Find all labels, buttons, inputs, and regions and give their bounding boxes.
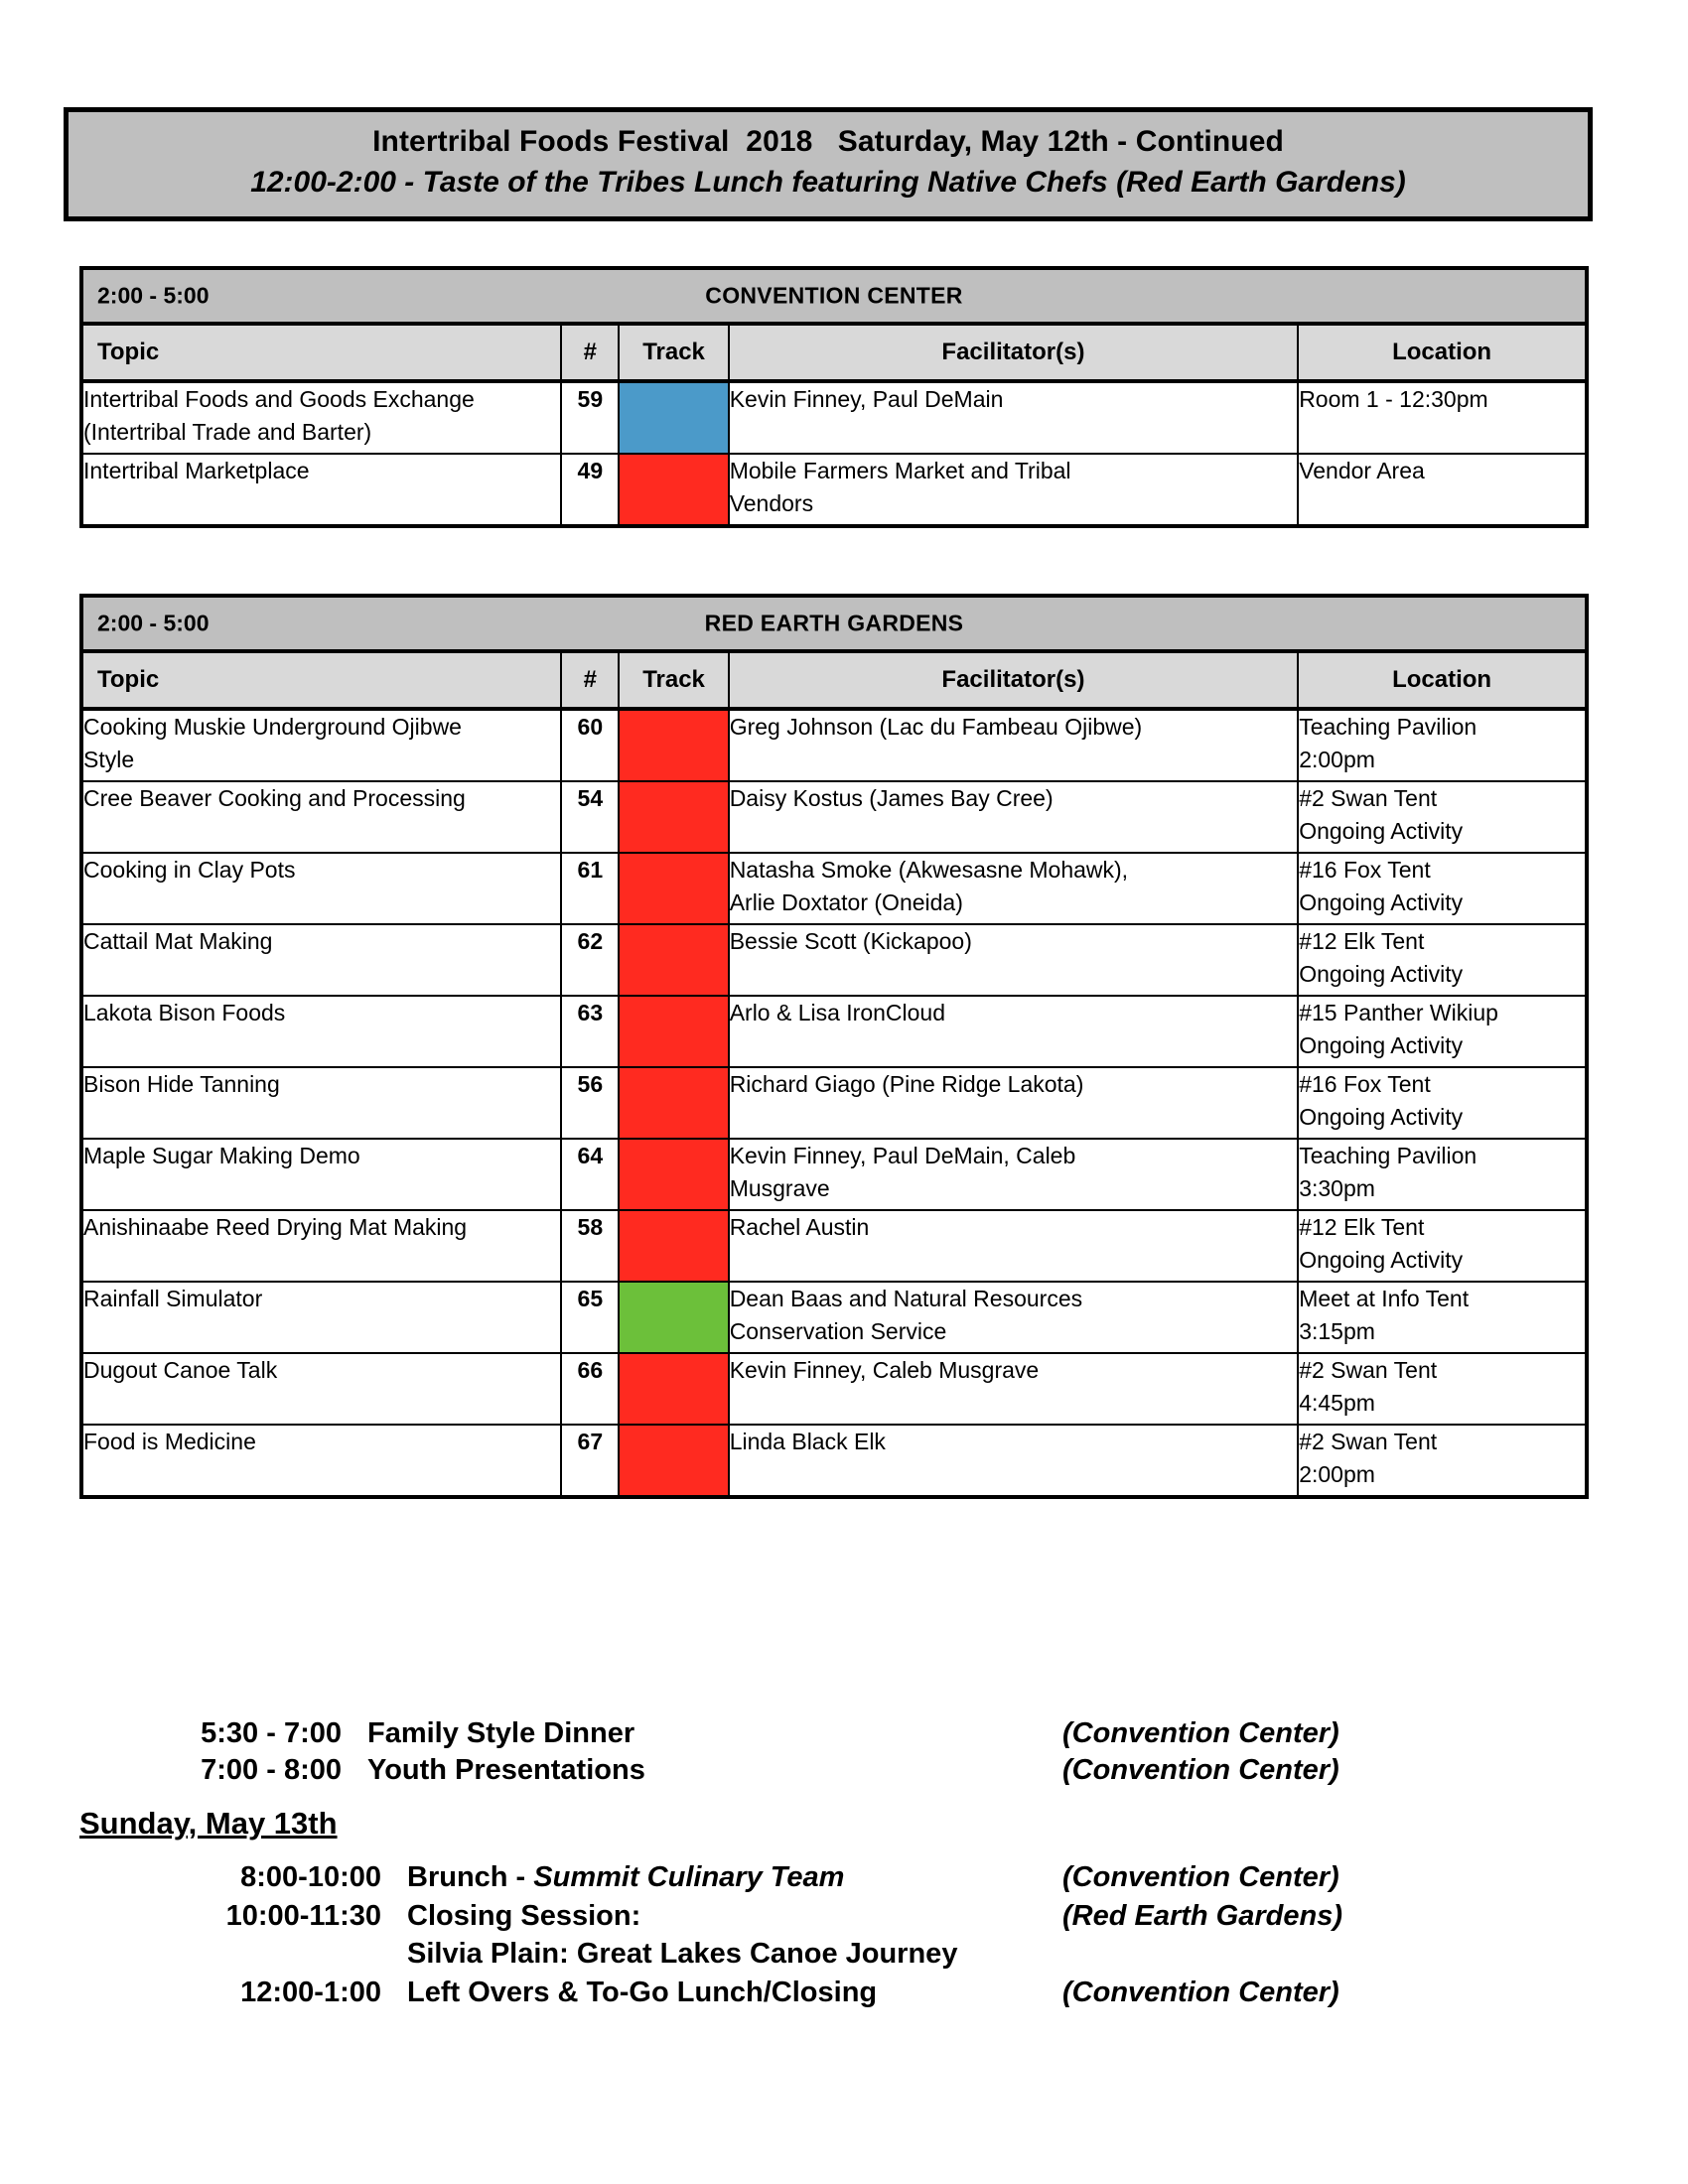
row-loc-line2: Ongoing Activity [1299, 1103, 1464, 1130]
table-row [81, 853, 1587, 924]
row-topic [81, 853, 561, 924]
row-track-cell [619, 709, 728, 781]
footer-time: 7:00 - 8:00 [201, 1753, 342, 1786]
row-fac-line1: Richard Giago (Pine Ridge Lakota) [729, 1071, 1084, 1097]
footer-title-plain: Closing Session: [407, 1899, 641, 1932]
row-fac-line1: Kevin Finney, Paul DeMain [729, 386, 1004, 412]
row-loc-line1: #16 Fox Tent [1299, 1071, 1431, 1097]
row-fac-line1: Kevin Finney, Paul DeMain, Caleb [729, 1143, 1076, 1168]
row-facilitators [729, 1282, 1299, 1353]
column-header-number: # [561, 324, 619, 381]
row-location [1298, 781, 1587, 853]
footer-time: 8:00-10:00 [240, 1861, 381, 1894]
row-topic-line1: Rainfall Simulator [83, 1286, 263, 1311]
row-fac-line2: Vendors [729, 489, 814, 516]
footer-title [407, 1936, 1062, 1973]
row-track-cell [619, 454, 728, 526]
lunch-subtitle: 12:00-2:00 - Taste of the Tribes Lunch featuring Native Chefs (Red Earth Gardens) [250, 165, 1406, 199]
footer-time: 10:00-11:30 [225, 1899, 381, 1932]
row-number: 64 [561, 1139, 619, 1210]
row-track-cell [619, 1425, 728, 1497]
row-number: 56 [561, 1067, 619, 1139]
row-location [1298, 924, 1587, 996]
row-track-cell [619, 853, 728, 924]
red-track-swatch [620, 1211, 727, 1281]
row-fac-line1: Bessie Scott (Kickapoo) [729, 928, 972, 954]
row-topic [81, 1067, 561, 1139]
row-loc-line1: Vendor Area [1299, 458, 1425, 483]
day-heading-sunday: Sunday, May 13th [79, 1806, 338, 1842]
footer-item-sunday-closing-session [79, 1898, 1609, 1935]
row-topic [81, 996, 561, 1067]
row-facilitators [729, 781, 1299, 853]
footer-title [407, 1898, 1062, 1935]
table-row [81, 454, 1587, 526]
column-header-facilitators: Facilitator(s) [729, 324, 1299, 381]
row-loc-line1: #12 Elk Tent [1299, 1214, 1425, 1240]
row-facilitators [729, 996, 1299, 1067]
row-loc-line1: Teaching Pavilion [1299, 1143, 1477, 1168]
row-location [1298, 1282, 1587, 1353]
red-track-swatch [620, 711, 727, 780]
row-loc-line2: 3:30pm [1299, 1174, 1375, 1201]
row-loc-line2: 3:15pm [1299, 1317, 1375, 1344]
row-facilitators [729, 1425, 1299, 1497]
footer-title: Youth Presentations [367, 1753, 645, 1786]
row-facilitators [729, 924, 1299, 996]
row-loc-line2: Ongoing Activity [1299, 817, 1464, 844]
row-number: 67 [561, 1425, 619, 1497]
row-loc-line2: 4:45pm [1299, 1389, 1375, 1416]
row-loc-line1: #2 Swan Tent [1299, 1429, 1438, 1454]
footer-location: (Convention Center) [1062, 1861, 1339, 1894]
section-band-row [81, 268, 1587, 324]
row-topic [81, 781, 561, 853]
row-location [1298, 1210, 1587, 1282]
row-track-cell [619, 1067, 728, 1139]
schedule-table-red-earth-gardens [79, 594, 1589, 1499]
row-loc-line1: Meet at Info Tent [1299, 1286, 1470, 1311]
column-header-row [81, 324, 1587, 381]
row-number: 49 [561, 454, 619, 526]
row-track-cell [619, 1139, 728, 1210]
footer-item-sunday-brunch [79, 1859, 1609, 1896]
sunday-schedule-list [79, 1859, 1609, 2010]
row-location [1298, 1067, 1587, 1139]
footer-location: (Red Earth Gardens) [1062, 1899, 1342, 1932]
table-row [81, 1139, 1587, 1210]
row-location [1298, 709, 1587, 781]
row-number: 61 [561, 853, 619, 924]
row-loc-line2: 2:00pm [1299, 1460, 1375, 1487]
row-topic-line1: Dugout Canoe Talk [83, 1357, 278, 1383]
page-header-banner [64, 107, 1593, 221]
row-loc-line1: #15 Panther Wikiup [1299, 1000, 1498, 1025]
row-topic-line1: Food is Medicine [83, 1429, 256, 1454]
column-header-location: Location [1298, 651, 1587, 709]
row-topic [81, 1353, 561, 1425]
row-track-cell [619, 996, 728, 1067]
row-topic-line1: Cooking in Clay Pots [83, 857, 296, 883]
red-track-swatch [620, 1140, 727, 1209]
row-topic-line2: Style [83, 746, 135, 772]
row-topic [81, 454, 561, 526]
row-facilitators [729, 454, 1299, 526]
row-topic-line2: (Intertribal Trade and Barter) [83, 418, 372, 445]
column-header-track: Track [619, 324, 728, 381]
table-row [81, 1282, 1587, 1353]
table-row [81, 381, 1587, 454]
row-fac-line1: Mobile Farmers Market and Tribal [729, 458, 1071, 483]
row-location [1298, 1353, 1587, 1425]
row-facilitators [729, 709, 1299, 781]
column-header-track: Track [619, 651, 728, 709]
festival-title: Intertribal Foods Festival 2018 Saturday, May 12th - Continued [372, 125, 1284, 158]
section-band-row [81, 596, 1587, 651]
row-topic [81, 924, 561, 996]
red-track-swatch [620, 997, 727, 1066]
row-track-cell [619, 781, 728, 853]
column-header-number: # [561, 651, 619, 709]
row-location [1298, 853, 1587, 924]
row-number: 62 [561, 924, 619, 996]
section-time: 2:00 - 5:00 [97, 610, 210, 636]
row-fac-line1: Rachel Austin [729, 1214, 870, 1240]
footer-item-sunday-canoe-journey [79, 1936, 1609, 1973]
row-location [1298, 996, 1587, 1067]
row-number: 59 [561, 381, 619, 454]
row-fac-line1: Arlo & Lisa IronCloud [729, 1000, 946, 1025]
footer-time: 12:00-1:00 [240, 1976, 381, 2008]
table-row [81, 924, 1587, 996]
row-facilitators [729, 381, 1299, 454]
row-fac-line1: Dean Baas and Natural Resources [729, 1286, 1083, 1311]
row-loc-line1: #2 Swan Tent [1299, 1357, 1438, 1383]
row-topic-line1: Cattail Mat Making [83, 928, 273, 954]
red-track-swatch [620, 1068, 727, 1138]
row-topic-line1: Lakota Bison Foods [83, 1000, 286, 1025]
footer-location: (Convention Center) [1062, 1717, 1339, 1749]
footer-time: 5:30 - 7:00 [201, 1717, 342, 1749]
schedule-table-convention-center [79, 266, 1589, 528]
column-header-topic: Topic [81, 651, 561, 709]
column-header-facilitators: Facilitator(s) [729, 651, 1299, 709]
red-track-swatch [620, 1426, 727, 1495]
red-track-swatch [620, 1354, 727, 1424]
table-row [81, 1425, 1587, 1497]
row-topic-line1: Cree Beaver Cooking and Processing [83, 785, 466, 811]
row-facilitators [729, 1139, 1299, 1210]
column-header-row [81, 651, 1587, 709]
footer-item-saturday-dinner [79, 1715, 1609, 1752]
row-loc-line2: Ongoing Activity [1299, 888, 1464, 915]
footer-title-italic: Summit Culinary Team [533, 1861, 845, 1894]
row-fac-line1: Natasha Smoke (Akwesasne Mohawk), [729, 857, 1129, 883]
row-loc-line1: #12 Elk Tent [1299, 928, 1425, 954]
row-loc-line1: Teaching Pavilion [1299, 714, 1477, 740]
table-row [81, 1067, 1587, 1139]
row-loc-line2: Ongoing Activity [1299, 1031, 1464, 1058]
row-track-cell [619, 1210, 728, 1282]
row-fac-line1: Linda Black Elk [729, 1429, 886, 1454]
footer-title-plain: Left Overs & To-Go Lunch/Closing [407, 1976, 878, 2008]
footer-location: (Convention Center) [1062, 1753, 1339, 1786]
footer-item-sunday-leftovers [79, 1975, 1609, 2011]
row-topic [81, 381, 561, 454]
row-topic [81, 1282, 561, 1353]
row-topic [81, 1139, 561, 1210]
footer-title-plain: Brunch - [407, 1861, 534, 1894]
section-band [81, 596, 1587, 651]
row-location [1298, 454, 1587, 526]
row-topic-line1: Cooking Muskie Underground Ojibwe [83, 714, 462, 740]
footer-location: (Convention Center) [1062, 1976, 1339, 2008]
section-venue: CONVENTION CENTER [705, 282, 963, 309]
row-track-cell [619, 1282, 728, 1353]
table-row [81, 1210, 1587, 1282]
row-topic-line1: Maple Sugar Making Demo [83, 1143, 360, 1168]
row-number: 58 [561, 1210, 619, 1282]
row-location [1298, 381, 1587, 454]
sunday-heading-wrap [79, 1794, 1609, 1847]
table-row [81, 709, 1587, 781]
red-track-swatch [620, 455, 727, 524]
row-facilitators [729, 1353, 1299, 1425]
row-loc-line1: Room 1 - 12:30pm [1299, 386, 1488, 412]
row-topic [81, 709, 561, 781]
blue-track-swatch [620, 383, 727, 453]
row-number: 60 [561, 709, 619, 781]
red-track-swatch [620, 854, 727, 923]
table-row [81, 1353, 1587, 1425]
row-number: 54 [561, 781, 619, 853]
table-row [81, 781, 1587, 853]
row-track-cell [619, 924, 728, 996]
row-track-cell [619, 1353, 728, 1425]
footer-title [407, 1975, 1062, 2011]
row-loc-line2: Ongoing Activity [1299, 1246, 1464, 1273]
footer-schedule [79, 1715, 1609, 2012]
column-header-topic: Topic [81, 324, 561, 381]
row-location [1298, 1425, 1587, 1497]
row-fac-line2: Musgrave [729, 1174, 830, 1201]
row-loc-line2: Ongoing Activity [1299, 960, 1464, 987]
section-time: 2:00 - 5:00 [97, 282, 210, 309]
row-topic-line1: Bison Hide Tanning [83, 1071, 280, 1097]
row-facilitators [729, 1210, 1299, 1282]
row-fac-line1: Kevin Finney, Caleb Musgrave [729, 1357, 1040, 1383]
section-band [81, 268, 1587, 324]
row-number: 63 [561, 996, 619, 1067]
red-track-swatch [620, 925, 727, 995]
row-topic [81, 1425, 561, 1497]
row-loc-line1: #16 Fox Tent [1299, 857, 1431, 883]
row-fac-line1: Daisy Kostus (James Bay Cree) [729, 785, 1054, 811]
row-number: 66 [561, 1353, 619, 1425]
footer-item-youth-presentations [79, 1752, 1609, 1789]
footer-title [407, 1859, 1062, 1896]
row-fac-line1: Greg Johnson (Lac du Fambeau Ojibwe) [729, 714, 1143, 740]
footer-title: Family Style Dinner [367, 1717, 635, 1749]
row-location [1298, 1139, 1587, 1210]
row-facilitators [729, 853, 1299, 924]
row-topic-line1: Intertribal Marketplace [83, 458, 310, 483]
row-loc-line2: 2:00pm [1299, 746, 1375, 772]
red-track-swatch [620, 782, 727, 852]
row-fac-line2: Arlie Doxtator (Oneida) [729, 888, 963, 915]
footer-title-plain: Silvia Plain: Great Lakes Canoe Journey [407, 1938, 958, 1971]
row-topic [81, 1210, 561, 1282]
row-fac-line2: Conservation Service [729, 1317, 947, 1344]
section-venue: RED EARTH GARDENS [704, 610, 964, 636]
row-facilitators [729, 1067, 1299, 1139]
row-number: 65 [561, 1282, 619, 1353]
row-topic-line1: Anishinaabe Reed Drying Mat Making [83, 1214, 468, 1240]
table-row [81, 996, 1587, 1067]
row-track-cell [619, 381, 728, 454]
row-loc-line1: #2 Swan Tent [1299, 785, 1438, 811]
green-track-swatch [620, 1283, 727, 1352]
column-header-location: Location [1298, 324, 1587, 381]
row-topic-line1: Intertribal Foods and Goods Exchange [83, 386, 475, 412]
